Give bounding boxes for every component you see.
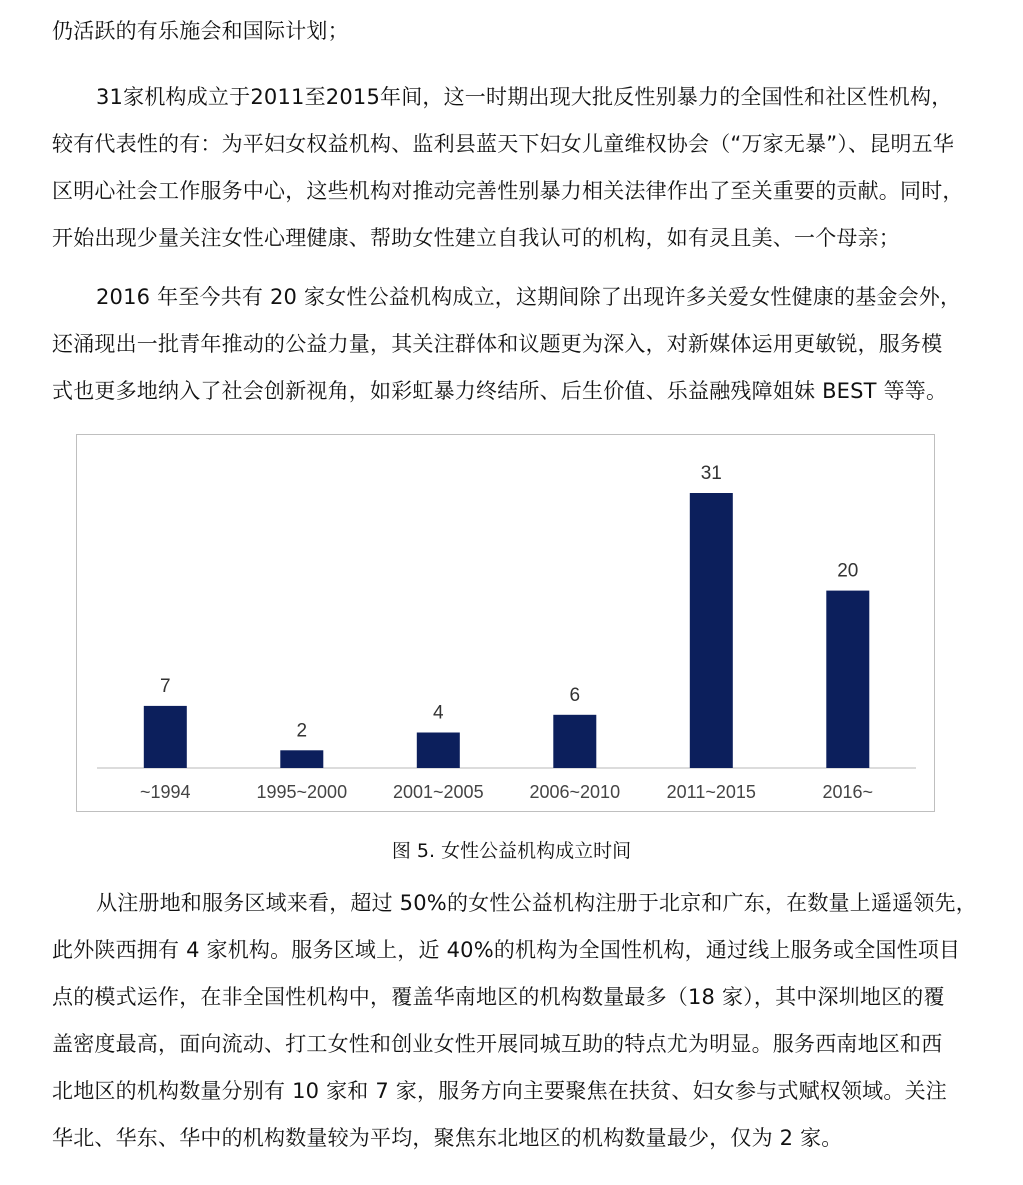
text-line: 较有代表性的有：为平妇女权益机构、监利县蓝天下妇女儿童维权协会（“万家无暴”）、昆明五华 bbox=[52, 132, 955, 156]
text-line: 31家机构成立于2011至2015年间，这一时期出现大批反性别暴力的全国性和社区性机构， bbox=[96, 85, 953, 109]
paragraph-region bbox=[52, 880, 977, 1162]
bar-value-label: 2 bbox=[296, 720, 308, 742]
text-line: 北地区的机构数量分别有 10 家和 7 家，服务方向主要聚焦在扶贫、妇女参与式赋权领域。关注 bbox=[52, 1079, 947, 1103]
text-line: 点的模式运作，在非全国性机构中，覆盖华南地区的机构数量最多（18 家），其中深圳地区的覆 bbox=[52, 985, 945, 1009]
text-line: 式也更多地纳入了社会创新视角，如彩虹暴力终结所、后生价值、乐益融残障姐妹 BEST 等等。 bbox=[52, 379, 948, 403]
bar-3 bbox=[553, 715, 596, 768]
text-line: 2016 年至今共有 20 家女性公益机构成立，这期间除了出现许多关爱女性健康的基金会外， bbox=[96, 285, 962, 309]
x-tick-label: 2011~2015 bbox=[666, 782, 756, 802]
text-line: 仍活跃的有乐施会和国际计划； bbox=[52, 19, 349, 43]
x-tick-label: 2006~2010 bbox=[529, 782, 621, 802]
bar-value-label: 7 bbox=[160, 675, 171, 697]
x-tick-label: 1995~2000 bbox=[256, 782, 348, 802]
x-tick-label: 2016~ bbox=[822, 782, 874, 802]
bar-chart bbox=[77, 435, 936, 813]
text-line: 盖密度最高，面向流动、打工女性和创业女性开展同城互助的特点尤为明显。服务西南地区和西 bbox=[52, 1032, 943, 1056]
bar-4 bbox=[690, 493, 733, 768]
bar-value-label: 4 bbox=[433, 702, 444, 724]
bar-value-label: 20 bbox=[837, 560, 859, 582]
paragraph-2011-2015 bbox=[52, 74, 977, 262]
text-line: 区明心社会工作服务中心，这些机构对推动完善性别暴力相关法律作出了至关重要的贡献。同时， bbox=[52, 179, 964, 203]
text-line: 开始出现少量关注女性心理健康、帮助女性建立自我认可的机构，如有灵且美、一个母亲； bbox=[52, 226, 900, 250]
text-line: 还涌现出一批青年推动的公益力量，其关注群体和议题更为深入，对新媒体运用更敏锐，服务模 bbox=[52, 332, 943, 356]
bar-2 bbox=[417, 733, 460, 769]
text-line: 华北、华东、华中的机构数量较为平均，聚焦东北地区的机构数量最少，仅为 2 家。 bbox=[52, 1126, 843, 1150]
x-tick-label: 2001~2005 bbox=[392, 782, 484, 802]
bar-chart-frame bbox=[76, 434, 935, 812]
x-tick-label: ~1994 bbox=[140, 782, 191, 802]
bar-5 bbox=[826, 591, 869, 768]
bar-value-label: 6 bbox=[569, 684, 581, 706]
paragraph-intro bbox=[52, 8, 977, 55]
bar-value-label: 31 bbox=[700, 463, 722, 484]
text-line: 此外陕西拥有 4 家机构。服务区域上，近 40%的机构为全国性机构，通过线上服务或全国性项目 bbox=[52, 938, 961, 962]
figure-caption: 图 5. 女性公益机构成立时间 bbox=[391, 840, 632, 862]
bar-0 bbox=[144, 706, 187, 768]
text-line: 从注册地和服务区域来看，超过 50%的女性公益机构注册于北京和广东，在数量上遥遥领先， bbox=[96, 891, 977, 915]
bar-1 bbox=[280, 750, 323, 768]
paragraph-2016 bbox=[52, 274, 977, 415]
